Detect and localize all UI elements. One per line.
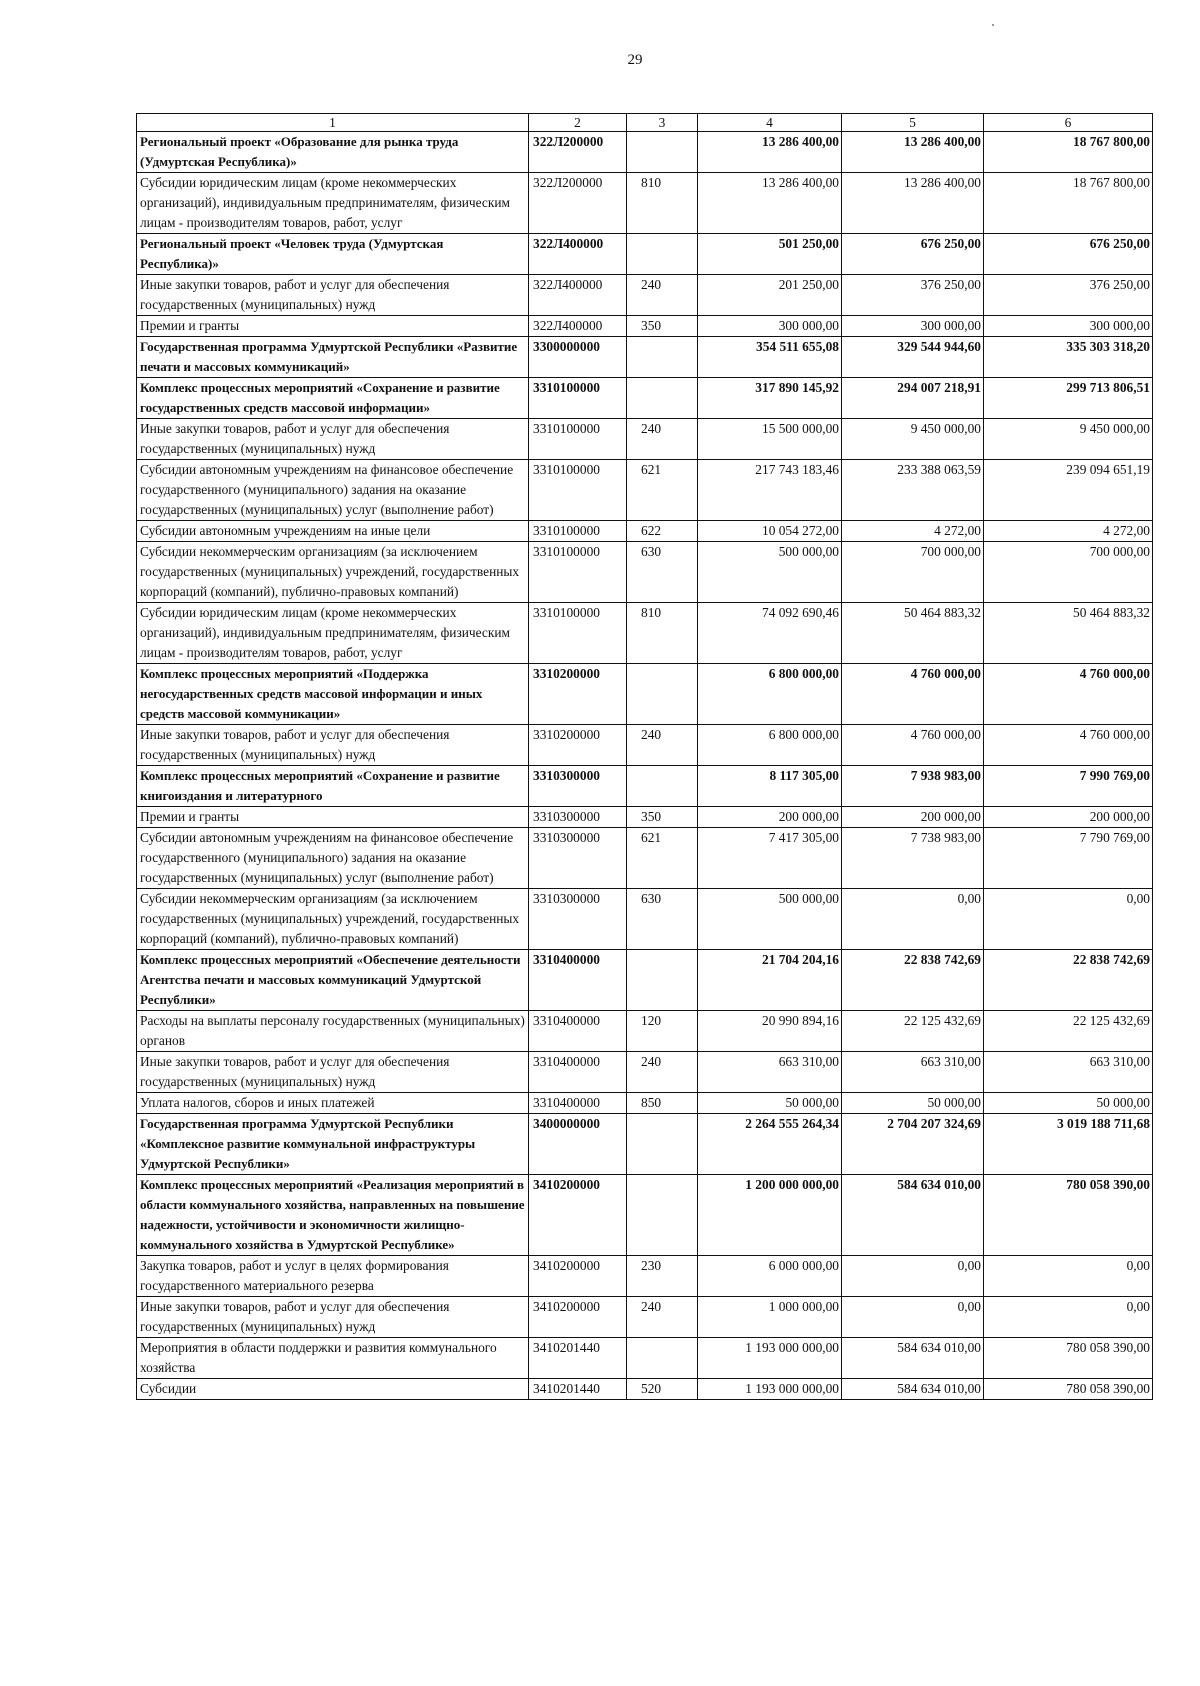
cell-amount-col6: 0,00: [984, 1256, 1153, 1297]
cell-expense-type: 621: [627, 460, 698, 521]
cell-amount-col6: 239 094 651,19: [984, 460, 1153, 521]
cell-amount-col4: 2 264 555 264,34: [698, 1114, 842, 1175]
cell-amount-col5: 13 286 400,00: [842, 132, 984, 173]
cell-expense-type: [627, 337, 698, 378]
cell-amount-col5: 200 000,00: [842, 807, 984, 828]
cell-target-code: 3310300000: [529, 889, 627, 950]
table-row: [137, 234, 1153, 275]
cell-expense-type: [627, 234, 698, 275]
cell-amount-col4: 200 000,00: [698, 807, 842, 828]
cell-target-code: 3310400000: [529, 1011, 627, 1052]
cell-expense-type: 240: [627, 1297, 698, 1338]
table-row: [137, 316, 1153, 337]
cell-amount-col4: 6 800 000,00: [698, 664, 842, 725]
cell-target-code: 3310100000: [529, 378, 627, 419]
cell-expense-type: 350: [627, 316, 698, 337]
cell-expense-type: 520: [627, 1379, 698, 1400]
cell-amount-col6: 700 000,00: [984, 542, 1153, 603]
cell-amount-col6: 200 000,00: [984, 807, 1153, 828]
cell-expense-name: Закупка товаров, работ и услуг в целях формирования государственного материального резерва: [137, 1256, 529, 1297]
cell-amount-col6: 0,00: [984, 1297, 1153, 1338]
cell-expense-type: 850: [627, 1093, 698, 1114]
cell-target-code: 3310100000: [529, 603, 627, 664]
cell-target-code: 3310300000: [529, 766, 627, 807]
cell-target-code: 3310100000: [529, 542, 627, 603]
cell-amount-col6: 663 310,00: [984, 1052, 1153, 1093]
cell-amount-col5: 0,00: [842, 1297, 984, 1338]
cell-target-code: 3310200000: [529, 664, 627, 725]
cell-amount-col4: 500 000,00: [698, 889, 842, 950]
cell-expense-type: 621: [627, 828, 698, 889]
cell-expense-type: [627, 664, 698, 725]
cell-target-code: 322Л200000: [529, 173, 627, 234]
cell-expense-type: 810: [627, 173, 698, 234]
cell-target-code: 3410201440: [529, 1379, 627, 1400]
cell-amount-col6: 376 250,00: [984, 275, 1153, 316]
table-row: [137, 460, 1153, 521]
cell-expense-name: Расходы на выплаты персоналу государственных (муниципальных) органов: [137, 1011, 529, 1052]
cell-amount-col4: 10 054 272,00: [698, 521, 842, 542]
table-row: [137, 828, 1153, 889]
cell-expense-name: Иные закупки товаров, работ и услуг для обеспечения государственных (муниципальных) нужд: [137, 1297, 529, 1338]
cell-amount-col6: 22 838 742,69: [984, 950, 1153, 1011]
cell-target-code: 322Л400000: [529, 275, 627, 316]
cell-expense-name: Премии и гранты: [137, 807, 529, 828]
cell-amount-col4: 300 000,00: [698, 316, 842, 337]
cell-target-code: 322Л400000: [529, 234, 627, 275]
cell-target-code: 3410201440: [529, 1338, 627, 1379]
table-row: [137, 1379, 1153, 1400]
cell-expense-type: [627, 1338, 698, 1379]
cell-expense-type: 240: [627, 419, 698, 460]
cell-target-code: 3310300000: [529, 807, 627, 828]
table-row: [137, 1297, 1153, 1338]
table-row: [137, 378, 1153, 419]
cell-amount-col6: 299 713 806,51: [984, 378, 1153, 419]
cell-amount-col5: 300 000,00: [842, 316, 984, 337]
cell-amount-col5: 376 250,00: [842, 275, 984, 316]
cell-expense-name: Мероприятия в области поддержки и развития коммунального хозяйства: [137, 1338, 529, 1379]
cell-expense-type: [627, 950, 698, 1011]
cell-target-code: 3400000000: [529, 1114, 627, 1175]
cell-amount-col6: 780 058 390,00: [984, 1338, 1153, 1379]
cell-amount-col5: 584 634 010,00: [842, 1379, 984, 1400]
cell-amount-col6: 18 767 800,00: [984, 173, 1153, 234]
cell-expense-type: 240: [627, 275, 698, 316]
cell-expense-type: 230: [627, 1256, 698, 1297]
table-row: [137, 725, 1153, 766]
cell-target-code: 3310100000: [529, 419, 627, 460]
cell-amount-col4: 6 800 000,00: [698, 725, 842, 766]
cell-target-code: 3310100000: [529, 521, 627, 542]
cell-amount-col6: 4 760 000,00: [984, 664, 1153, 725]
cell-amount-col4: 500 000,00: [698, 542, 842, 603]
cell-target-code: 3410200000: [529, 1256, 627, 1297]
cell-amount-col5: 700 000,00: [842, 542, 984, 603]
cell-amount-col4: 354 511 655,08: [698, 337, 842, 378]
cell-expense-type: [627, 1175, 698, 1256]
cell-expense-name: Субсидии некоммерческим организациям (за исключением государственных (муниципальных) учреждений, государственных корпораций (компаний), публично-правовых компаний): [137, 889, 529, 950]
table-row: [137, 950, 1153, 1011]
table-row: [137, 603, 1153, 664]
cell-amount-col5: 676 250,00: [842, 234, 984, 275]
table-row: [137, 664, 1153, 725]
cell-expense-type: 810: [627, 603, 698, 664]
cell-amount-col4: 13 286 400,00: [698, 132, 842, 173]
cell-target-code: 3410200000: [529, 1175, 627, 1256]
cell-expense-name: Премии и гранты: [137, 316, 529, 337]
cell-amount-col4: 663 310,00: [698, 1052, 842, 1093]
cell-expense-name: Иные закупки товаров, работ и услуг для обеспечения государственных (муниципальных) нужд: [137, 275, 529, 316]
cell-expense-name: Государственная программа Удмуртской Республики «Комплексное развитие коммунальной инфраструктуры Удмуртской Республики»: [137, 1114, 529, 1175]
cell-amount-col6: 18 767 800,00: [984, 132, 1153, 173]
cell-expense-name: Субсидии автономным учреждениям на иные цели: [137, 521, 529, 542]
cell-target-code: 3310400000: [529, 950, 627, 1011]
table-row: [137, 1256, 1153, 1297]
table-row: [137, 419, 1153, 460]
cell-amount-col4: 8 117 305,00: [698, 766, 842, 807]
table-row: [137, 132, 1153, 173]
table-row: [137, 521, 1153, 542]
table-row: [137, 1114, 1153, 1175]
cell-expense-type: 630: [627, 889, 698, 950]
cell-target-code: 3310400000: [529, 1052, 627, 1093]
cell-amount-col6: 3 019 188 711,68: [984, 1114, 1153, 1175]
column-number: 1: [137, 114, 529, 132]
table-row: [137, 889, 1153, 950]
cell-expense-name: Уплата налогов, сборов и иных платежей: [137, 1093, 529, 1114]
cell-amount-col5: 50 464 883,32: [842, 603, 984, 664]
cell-amount-col4: 501 250,00: [698, 234, 842, 275]
cell-amount-col5: 4 760 000,00: [842, 664, 984, 725]
cell-expense-name: Субсидии юридическим лицам (кроме некоммерческих организаций), индивидуальным предпринимателям, физическим лицам - производителям товаров, работ, услуг: [137, 603, 529, 664]
cell-amount-col5: 584 634 010,00: [842, 1175, 984, 1256]
cell-expense-name: Иные закупки товаров, работ и услуг для обеспечения государственных (муниципальных) нужд: [137, 419, 529, 460]
table-row: [137, 766, 1153, 807]
cell-amount-col6: 7 790 769,00: [984, 828, 1153, 889]
cell-amount-col5: 2 704 207 324,69: [842, 1114, 984, 1175]
cell-expense-type: 240: [627, 1052, 698, 1093]
column-number: 2: [529, 114, 627, 132]
cell-amount-col4: 6 000 000,00: [698, 1256, 842, 1297]
cell-amount-col6: 4 272,00: [984, 521, 1153, 542]
cell-amount-col5: 0,00: [842, 1256, 984, 1297]
cell-amount-col4: 317 890 145,92: [698, 378, 842, 419]
page-number: 29: [627, 52, 643, 68]
cell-expense-type: [627, 1114, 698, 1175]
cell-target-code: 3300000000: [529, 337, 627, 378]
budget-table: [136, 113, 1153, 1400]
budget-table-body: [137, 114, 1153, 1400]
cell-amount-col4: 21 704 204,16: [698, 950, 842, 1011]
cell-expense-name: Комплекс процессных мероприятий «Сохранение и развитие книгоиздания и литературного: [137, 766, 529, 807]
column-number: 3: [627, 114, 698, 132]
scan-speck: [992, 24, 994, 26]
cell-amount-col4: 15 500 000,00: [698, 419, 842, 460]
cell-expense-name: Комплекс процессных мероприятий «Поддержка негосударственных средств массовой информации и иных средств массовой коммуникации»: [137, 664, 529, 725]
cell-expense-name: Субсидии некоммерческим организациям (за исключением государственных (муниципальных) учреждений, государственных корпораций (компаний), публично-правовых компаний): [137, 542, 529, 603]
cell-amount-col6: 4 760 000,00: [984, 725, 1153, 766]
cell-expense-type: [627, 132, 698, 173]
cell-amount-col6: 9 450 000,00: [984, 419, 1153, 460]
cell-amount-col4: 1 200 000 000,00: [698, 1175, 842, 1256]
cell-target-code: 3310200000: [529, 725, 627, 766]
cell-amount-col6: 780 058 390,00: [984, 1379, 1153, 1400]
cell-expense-name: Региональный проект «Человек труда (Удмуртская Республика)»: [137, 234, 529, 275]
cell-expense-name: Комплекс процессных мероприятий «Сохранение и развитие государственных средств массовой информации»: [137, 378, 529, 419]
cell-amount-col5: 4 760 000,00: [842, 725, 984, 766]
cell-amount-col5: 4 272,00: [842, 521, 984, 542]
table-row: [137, 275, 1153, 316]
cell-expense-name: Субсидии автономным учреждениям на финансовое обеспечение государственного (муниципального) задания на оказание государственных (муниципальных) услуг (выполнение работ): [137, 828, 529, 889]
column-number: 6: [984, 114, 1153, 132]
cell-expense-type: 240: [627, 725, 698, 766]
cell-amount-col6: 300 000,00: [984, 316, 1153, 337]
table-row: [137, 1093, 1153, 1114]
cell-amount-col5: 9 450 000,00: [842, 419, 984, 460]
cell-amount-col5: 50 000,00: [842, 1093, 984, 1114]
cell-amount-col5: 584 634 010,00: [842, 1338, 984, 1379]
table-row: [137, 1175, 1153, 1256]
cell-amount-col5: 329 544 944,60: [842, 337, 984, 378]
cell-amount-col4: 50 000,00: [698, 1093, 842, 1114]
cell-target-code: 322Л400000: [529, 316, 627, 337]
table-row: [137, 337, 1153, 378]
cell-amount-col5: 22 838 742,69: [842, 950, 984, 1011]
cell-amount-col4: 217 743 183,46: [698, 460, 842, 521]
cell-target-code: 3310400000: [529, 1093, 627, 1114]
table-row: [137, 807, 1153, 828]
cell-amount-col4: 74 092 690,46: [698, 603, 842, 664]
cell-amount-col5: 233 388 063,59: [842, 460, 984, 521]
table-row: [137, 1011, 1153, 1052]
table-row: [137, 173, 1153, 234]
cell-amount-col5: 7 938 983,00: [842, 766, 984, 807]
cell-amount-col6: 50 000,00: [984, 1093, 1153, 1114]
cell-amount-col4: 1 193 000 000,00: [698, 1379, 842, 1400]
cell-amount-col6: 50 464 883,32: [984, 603, 1153, 664]
cell-amount-col5: 22 125 432,69: [842, 1011, 984, 1052]
cell-target-code: 3410200000: [529, 1297, 627, 1338]
cell-expense-type: [627, 766, 698, 807]
cell-expense-name: Иные закупки товаров, работ и услуг для обеспечения государственных (муниципальных) нужд: [137, 1052, 529, 1093]
cell-amount-col4: 1 193 000 000,00: [698, 1338, 842, 1379]
column-number: 4: [698, 114, 842, 132]
cell-amount-col6: 335 303 318,20: [984, 337, 1153, 378]
cell-amount-col6: 0,00: [984, 889, 1153, 950]
cell-expense-type: 630: [627, 542, 698, 603]
cell-amount-col5: 663 310,00: [842, 1052, 984, 1093]
cell-amount-col6: 7 990 769,00: [984, 766, 1153, 807]
cell-amount-col6: 676 250,00: [984, 234, 1153, 275]
cell-expense-name: Субсидии: [137, 1379, 529, 1400]
cell-target-code: 3310300000: [529, 828, 627, 889]
cell-amount-col5: 7 738 983,00: [842, 828, 984, 889]
cell-expense-name: Региональный проект «Образование для рынка труда (Удмуртская Республика)»: [137, 132, 529, 173]
cell-expense-name: Субсидии юридическим лицам (кроме некоммерческих организаций), индивидуальным предпринимателям, физическим лицам - производителям товаров, работ, услуг: [137, 173, 529, 234]
cell-target-code: 3310100000: [529, 460, 627, 521]
cell-amount-col4: 20 990 894,16: [698, 1011, 842, 1052]
cell-amount-col4: 7 417 305,00: [698, 828, 842, 889]
cell-amount-col4: 1 000 000,00: [698, 1297, 842, 1338]
cell-expense-type: [627, 378, 698, 419]
cell-amount-col5: 13 286 400,00: [842, 173, 984, 234]
cell-expense-name: Иные закупки товаров, работ и услуг для обеспечения государственных (муниципальных) нужд: [137, 725, 529, 766]
cell-expense-name: Комплекс процессных мероприятий «Обеспечение деятельности Агентства печати и массовых коммуникаций Удмуртской Республики»: [137, 950, 529, 1011]
cell-amount-col4: 13 286 400,00: [698, 173, 842, 234]
cell-amount-col6: 22 125 432,69: [984, 1011, 1153, 1052]
table-row: [137, 542, 1153, 603]
table-row: [137, 1052, 1153, 1093]
cell-expense-name: Субсидии автономным учреждениям на финансовое обеспечение государственного (муниципального) задания на оказание государственных (муниципальных) услуг (выполнение работ): [137, 460, 529, 521]
table-row: [137, 1338, 1153, 1379]
column-number: 5: [842, 114, 984, 132]
cell-amount-col6: 780 058 390,00: [984, 1175, 1153, 1256]
cell-target-code: 322Л200000: [529, 132, 627, 173]
cell-expense-name: Государственная программа Удмуртской Республики «Развитие печати и массовых коммуникаций»: [137, 337, 529, 378]
cell-amount-col5: 0,00: [842, 889, 984, 950]
cell-amount-col5: 294 007 218,91: [842, 378, 984, 419]
cell-amount-col4: 201 250,00: [698, 275, 842, 316]
cell-expense-type: 120: [627, 1011, 698, 1052]
cell-expense-type: 350: [627, 807, 698, 828]
column-number-row: [137, 114, 1153, 132]
cell-expense-name: Комплекс процессных мероприятий «Реализация мероприятий в области коммунального хозяйства, направленных на повышение надежности, устойчивости и экономичности жилищно-коммунального хозяйства в Удмуртской Республике»: [137, 1175, 529, 1256]
cell-expense-type: 622: [627, 521, 698, 542]
